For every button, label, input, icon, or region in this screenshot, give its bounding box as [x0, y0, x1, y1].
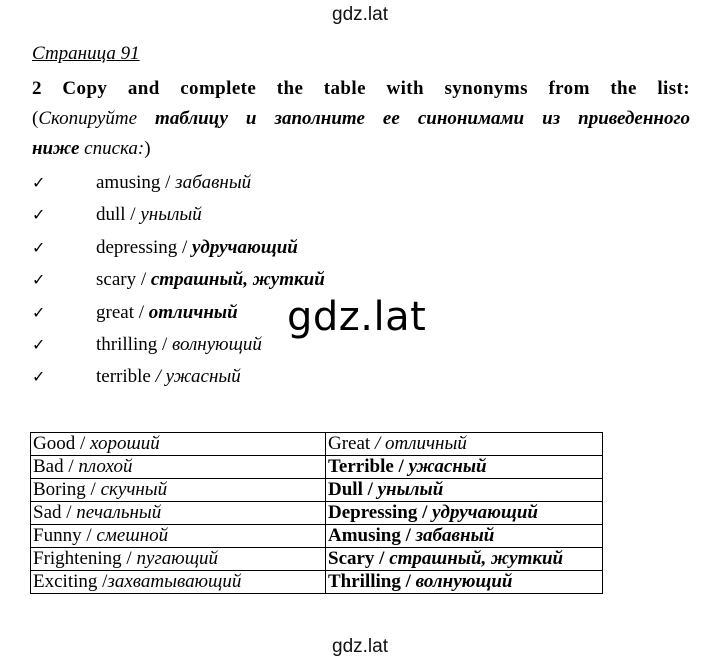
word-ru: страшный, жуткий — [150, 269, 325, 291]
table-row — [31, 548, 603, 571]
synonym-list — [32, 172, 325, 399]
paren-close: ) — [144, 138, 151, 159]
table-cell-word: Frightening / пугающий — [31, 548, 326, 571]
task-translation — [32, 104, 690, 134]
word-ru: отличный — [148, 301, 238, 323]
task-heading: 2 Copy and complete the table with synonyms from the list: — [32, 78, 690, 99]
word-ru: удручающий — [192, 236, 298, 258]
word-en: scary / — [96, 269, 151, 291]
task-block — [32, 74, 690, 164]
checkmark-icon: ✓ — [32, 302, 46, 322]
word-en: depressing / — [96, 236, 193, 258]
watermark: gdz.lat — [287, 294, 427, 340]
word-ru: унылый — [140, 204, 202, 226]
checkmark-icon: ✓ — [32, 367, 46, 387]
list-item — [32, 204, 325, 236]
translation-part-2: таблицу и заполните ее синонимами из приведенного — [155, 108, 690, 129]
table-cell-synonym: Amusing / забавный — [326, 525, 603, 548]
table-row — [31, 433, 603, 456]
table-cell-word: Bad / плохой — [31, 456, 326, 479]
table-cell-synonym: Depressing / удручающий — [326, 502, 603, 525]
word-en: amusing / — [96, 172, 176, 193]
word-en: great / — [96, 301, 149, 323]
table-cell-word: Boring / скучный — [31, 479, 326, 502]
page-reference: Страница 91 — [32, 43, 140, 64]
paren-open: ( — [32, 108, 39, 129]
table-cell-synonym: Terrible / ужасный — [326, 456, 603, 479]
list-item — [32, 237, 325, 269]
synonym-table — [30, 432, 603, 594]
checkmark-icon: ✓ — [32, 237, 46, 257]
table-cell-word: Sad / печальный — [31, 502, 326, 525]
checkmark-icon: ✓ — [32, 205, 46, 225]
checkmark-icon: ✓ — [32, 270, 46, 290]
word-ru: волнующий — [172, 333, 262, 355]
table-cell-synonym: Dull / унылый — [326, 479, 603, 502]
translation-part-4: списка: — [79, 138, 145, 159]
list-item — [32, 366, 325, 398]
site-header: gdz.lat — [332, 4, 388, 25]
word-ru: / ужасный — [155, 366, 241, 388]
list-item — [32, 172, 325, 204]
list-item — [32, 334, 325, 366]
table-cell-synonym: Great / отличный — [326, 433, 603, 456]
table-row — [31, 502, 603, 525]
table-cell-synonym: Scary / страшный, жуткий — [326, 548, 603, 571]
word-en: thrilling / — [96, 333, 172, 355]
list-item — [32, 269, 325, 301]
table-cell-word: Funny / смешной — [31, 525, 326, 548]
word-en: dull / — [96, 204, 141, 226]
table-row — [31, 571, 603, 594]
table-cell-synonym: Thrilling / волнующий — [326, 571, 603, 594]
translation-part-1: Скопируйте — [38, 108, 156, 129]
table-row — [31, 525, 603, 548]
site-footer: gdz.lat — [332, 636, 388, 657]
word-en: terrible — [96, 366, 156, 388]
translation-part-3: ниже — [32, 138, 80, 159]
list-item — [32, 302, 325, 334]
checkmark-icon: ✓ — [32, 334, 46, 354]
table-cell-word: Good / хороший — [31, 433, 326, 456]
table-cell-word: Exciting /захватывающий — [31, 571, 326, 594]
word-ru: забавный — [175, 172, 252, 193]
table-row — [31, 479, 603, 502]
checkmark-icon: ✓ — [32, 173, 46, 192]
table-row — [31, 456, 603, 479]
task-translation-end — [32, 134, 690, 164]
